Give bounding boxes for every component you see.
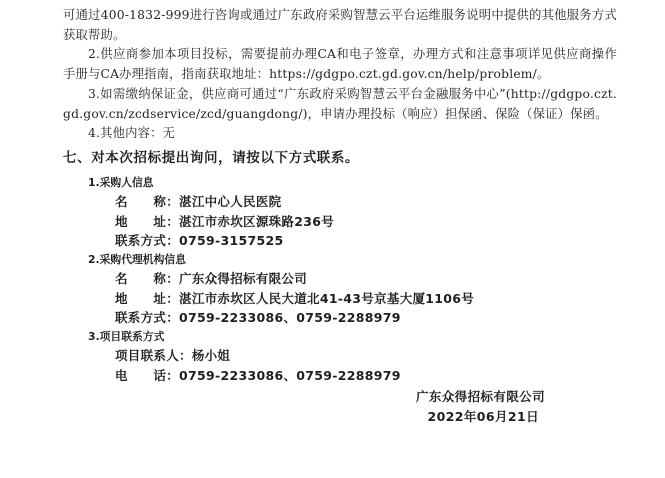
contact-section-title: 2.采购代理机构信息 [88, 253, 186, 267]
contact-section-title: 3.项目联系方式 [88, 330, 165, 344]
contact-row-value: 湛江市赤坎区源珠路236号 [179, 213, 335, 229]
contact-row-value: 0759-3157525 [179, 233, 284, 249]
contact-row [115, 308, 617, 328]
section-heading: 七、对本次招标提出询问，请按以下方式联系。 [63, 149, 360, 166]
body-paragraph-item-4: 4.其他内容：无 [88, 126, 176, 141]
body-paragraph-item-3: 3.如需缴纳保证金，供应商可通过“广东政府采购智慧云平台金融服务中心”(http://gdgpo.czt.gd.gov.cn/zcdservice/zcd/guangdong/)，申请办理投标（响应）担保函、保险（保证）保函。 [63, 86, 617, 121]
signature-date-line: 2022年06月21日 [427, 408, 539, 424]
contact-row-label: 地 址： [115, 213, 180, 229]
contact-row-value: 广东众得招标有限公司 [179, 271, 308, 287]
contact-row [115, 366, 617, 386]
body-paragraph-continuation: 可通过400-1832-999进行咨询或通过广东政府采购智慧云平台运维服务说明中提供的其他服务方式获取帮助。 [63, 8, 617, 42]
contact-row-label: 名 称： [115, 193, 180, 209]
contact-row-value: 湛江中心人民医院 [179, 193, 282, 209]
signature-block [63, 387, 617, 427]
contact-section-purchaser [63, 174, 617, 251]
contact-row-label: 联系方式： [115, 233, 180, 249]
contact-row [115, 212, 617, 232]
contact-section-title: 1.采购人信息 [88, 175, 154, 189]
contact-row [115, 192, 617, 212]
contact-row [115, 346, 617, 366]
signature-company-line: 广东众得招标有限公司 [415, 388, 545, 404]
contact-row-value: 湛江市赤坎区人民大道北41-43号京基大厦1106号 [179, 290, 475, 306]
contact-row [115, 289, 617, 309]
contact-row-value: 0759-2233086、0759-2288979 [179, 367, 401, 383]
contact-row-label: 地 址： [115, 290, 180, 306]
contact-section-project [63, 328, 617, 385]
contact-row-label: 联系方式： [115, 310, 180, 326]
contact-row-label: 名 称： [115, 271, 180, 287]
contact-row-label: 项目联系人： [115, 348, 192, 364]
contact-row [115, 269, 617, 289]
contact-row-value: 0759-2233086、0759-2288979 [179, 310, 401, 326]
contact-section-agency [63, 251, 617, 328]
contact-row-value: 杨小姐 [191, 348, 231, 364]
body-paragraph-item-2: 2.供应商参加本项目投标，需要提前办理CA和电子签章，办理方式和注意事项详见供应商操作手册与CA办理指南，指南获取地址：https://gdgpo.czt.gd.gov.cn/help/problem/。 [63, 47, 617, 82]
contact-row [115, 231, 617, 251]
contact-row-label: 电 话： [115, 367, 180, 383]
